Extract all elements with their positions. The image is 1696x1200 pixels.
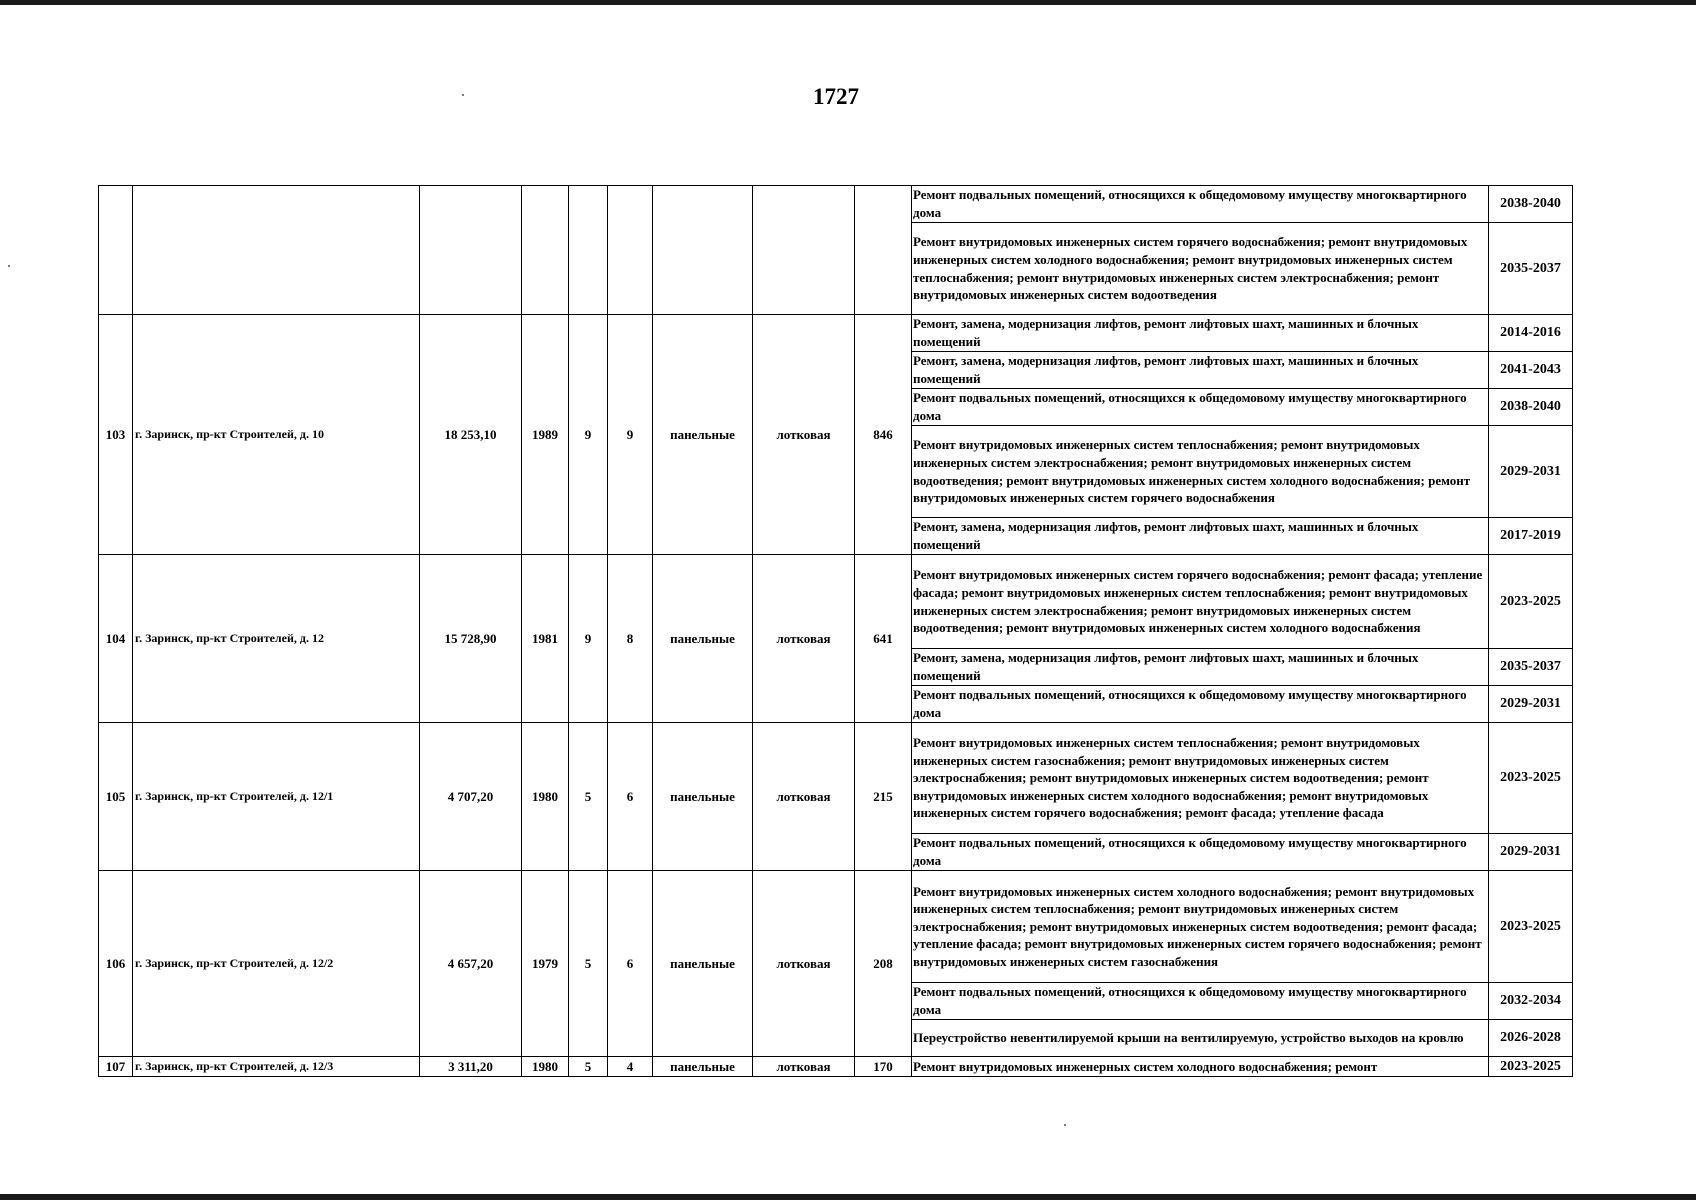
cell-residents: 208: [855, 871, 912, 1057]
cell-entrances: 6: [608, 871, 653, 1057]
cell-floors: [569, 186, 608, 315]
cell-residents: [855, 186, 912, 315]
cell-work: Ремонт внутридомовых инженерных систем горячего водоснабжения; ремонт фасада; утепление фасада; ремонт внутридомовых инженерных систем теплоснабжения; ремонт внутридомовых инженерных систем электроснабжения; ремонт внутридомовых инженерных систем водоотведения; ремонт внутридомовых инженерных систем холодного водоснабжения: [912, 555, 1489, 649]
cell-area: 3 311,20: [420, 1057, 522, 1077]
cell-residents: 170: [855, 1057, 912, 1077]
scan-speck: [1064, 1124, 1066, 1126]
cell-floors: 9: [569, 555, 608, 723]
cell-address: г. Заринск, пр-кт Строителей, д. 12/1: [133, 723, 420, 871]
table-row: [99, 871, 1573, 983]
table-row: [99, 186, 1573, 223]
cell-floors: 9: [569, 315, 608, 555]
cell-walls: панельные: [653, 1057, 753, 1077]
cell-year: 1980: [522, 1057, 569, 1077]
cell-walls: панельные: [653, 723, 753, 871]
cell-work: Ремонт внутридомовых инженерных систем горячего водоснабжения; ремонт внутридомовых инженерных систем холодного водоснабжения; ремонт внутридомовых инженерных систем теплоснабжения; ремонт внутридомовых инженерных систем электроснабжения; ремонт внутридомовых инженерных систем водоотведения: [912, 223, 1489, 315]
scan-speck: [462, 94, 464, 96]
cell-period: 2023-2025: [1489, 555, 1573, 649]
cell-year: 1979: [522, 871, 569, 1057]
cell-num: 107: [99, 1057, 133, 1077]
cell-work: Ремонт, замена, модернизация лифтов, ремонт лифтовых шахт, машинных и блочных помещений: [912, 649, 1489, 686]
cell-year: 1980: [522, 723, 569, 871]
cell-num: 106: [99, 871, 133, 1057]
cell-roof: [753, 186, 855, 315]
cell-roof: лотковая: [753, 315, 855, 555]
cell-entrances: 9: [608, 315, 653, 555]
cell-area: 18 253,10: [420, 315, 522, 555]
cell-work: Ремонт, замена, модернизация лифтов, ремонт лифтовых шахт, машинных и блочных помещений: [912, 315, 1489, 352]
cell-period: 2032-2034: [1489, 983, 1573, 1020]
cell-address: [133, 186, 420, 315]
cell-period: 2038-2040: [1489, 186, 1573, 223]
table-row: [99, 315, 1573, 352]
cell-period: 2023-2025: [1489, 723, 1573, 834]
cell-year: [522, 186, 569, 315]
cell-period: 2035-2037: [1489, 223, 1573, 315]
cell-entrances: 4: [608, 1057, 653, 1077]
cell-residents: 641: [855, 555, 912, 723]
cell-entrances: [608, 186, 653, 315]
table-row: [99, 555, 1573, 649]
cell-area: 4 707,20: [420, 723, 522, 871]
cell-period: 2023-2025: [1489, 1057, 1573, 1077]
cell-roof: лотковая: [753, 871, 855, 1057]
cell-roof: лотковая: [753, 723, 855, 871]
cell-num: 105: [99, 723, 133, 871]
cell-walls: панельные: [653, 555, 753, 723]
cell-period: 2035-2037: [1489, 649, 1573, 686]
cell-work: Ремонт внутридомовых инженерных систем холодного водоснабжения; ремонт внутридомовых инженерных систем теплоснабжения; ремонт внутридомовых инженерных систем электроснабжения; ремонт внутридомовых инженерных систем водоотведения; ремонт фасада; утепление фасада; ремонт внутридомовых инженерных систем горячего водоснабжения; ремонт внутридомовых инженерных систем газоснабжения: [912, 871, 1489, 983]
cell-area: 4 657,20: [420, 871, 522, 1057]
cell-period: 2026-2028: [1489, 1020, 1573, 1057]
cell-entrances: 6: [608, 723, 653, 871]
cell-num: [99, 186, 133, 315]
cell-walls: панельные: [653, 315, 753, 555]
cell-work: Ремонт, замена, модернизация лифтов, ремонт лифтовых шахт, машинных и блочных помещений: [912, 518, 1489, 555]
capital-repair-table: [98, 185, 1573, 1077]
cell-area: 15 728,90: [420, 555, 522, 723]
cell-work: Ремонт подвальных помещений, относящихся к общедомовому имуществу многоквартирного дома: [912, 389, 1489, 426]
cell-work: Ремонт внутридомовых инженерных систем теплоснабжения; ремонт внутридомовых инженерных систем газоснабжения; ремонт внутридомовых инженерных систем электроснабжения; ремонт внутридомовых инженерных систем водоотведения; ремонт внутридомовых инженерных систем холодного водоснабжения; ремонт внутридомовых инженерных систем горячего водоснабжения; ремонт фасада; утепление фасада: [912, 723, 1489, 834]
cell-work: Ремонт подвальных помещений, относящихся к общедомовому имуществу многоквартирного дома: [912, 186, 1489, 223]
cell-period: 2014-2016: [1489, 315, 1573, 352]
cell-address: г. Заринск, пр-кт Строителей, д. 12/2: [133, 871, 420, 1057]
cell-work: Ремонт внутридомовых инженерных систем холодного водоснабжения; ремонт: [912, 1057, 1489, 1077]
page-number: 1727: [813, 84, 859, 109]
cell-work: Переустройство невентилируемой крыши на вентилируемую, устройство выходов на кровлю: [912, 1020, 1489, 1057]
cell-address: г. Заринск, пр-кт Строителей, д. 12/3: [133, 1057, 420, 1077]
cell-address: г. Заринск, пр-кт Строителей, д. 12: [133, 555, 420, 723]
cell-period: 2029-2031: [1489, 834, 1573, 871]
scan-bottom-edge: [0, 1194, 1696, 1200]
table-row: [99, 1057, 1573, 1077]
cell-num: 103: [99, 315, 133, 555]
cell-floors: 5: [569, 1057, 608, 1077]
cell-period: 2017-2019: [1489, 518, 1573, 555]
scan-speck: [8, 265, 10, 267]
cell-period: 2023-2025: [1489, 871, 1573, 983]
cell-floors: 5: [569, 871, 608, 1057]
cell-work: Ремонт подвальных помещений, относящихся к общедомовому имуществу многоквартирного дома: [912, 686, 1489, 723]
cell-work: Ремонт внутридомовых инженерных систем теплоснабжения; ремонт внутридомовых инженерных систем электроснабжения; ремонт внутридомовых инженерных систем водоотведения; ремонт внутридомовых инженерных систем холодного водоснабжения; ремонт внутридомовых инженерных систем горячего водоснабжения: [912, 426, 1489, 518]
cell-period: 2041-2043: [1489, 352, 1573, 389]
cell-work: Ремонт, замена, модернизация лифтов, ремонт лифтовых шахт, машинных и блочных помещений: [912, 352, 1489, 389]
cell-year: 1981: [522, 555, 569, 723]
cell-walls: [653, 186, 753, 315]
scan-top-edge: [0, 0, 1696, 5]
cell-work: Ремонт подвальных помещений, относящихся к общедомовому имуществу многоквартирного дома: [912, 983, 1489, 1020]
cell-period: 2038-2040: [1489, 389, 1573, 426]
cell-walls: панельные: [653, 871, 753, 1057]
cell-roof: лотковая: [753, 555, 855, 723]
cell-area: [420, 186, 522, 315]
cell-year: 1989: [522, 315, 569, 555]
cell-period: 2029-2031: [1489, 426, 1573, 518]
cell-address: г. Заринск, пр-кт Строителей, д. 10: [133, 315, 420, 555]
cell-num: 104: [99, 555, 133, 723]
cell-residents: 215: [855, 723, 912, 871]
cell-entrances: 8: [608, 555, 653, 723]
cell-floors: 5: [569, 723, 608, 871]
cell-roof: лотковая: [753, 1057, 855, 1077]
table-row: [99, 723, 1573, 834]
cell-period: 2029-2031: [1489, 686, 1573, 723]
cell-residents: 846: [855, 315, 912, 555]
cell-work: Ремонт подвальных помещений, относящихся к общедомовому имуществу многоквартирного дома: [912, 834, 1489, 871]
